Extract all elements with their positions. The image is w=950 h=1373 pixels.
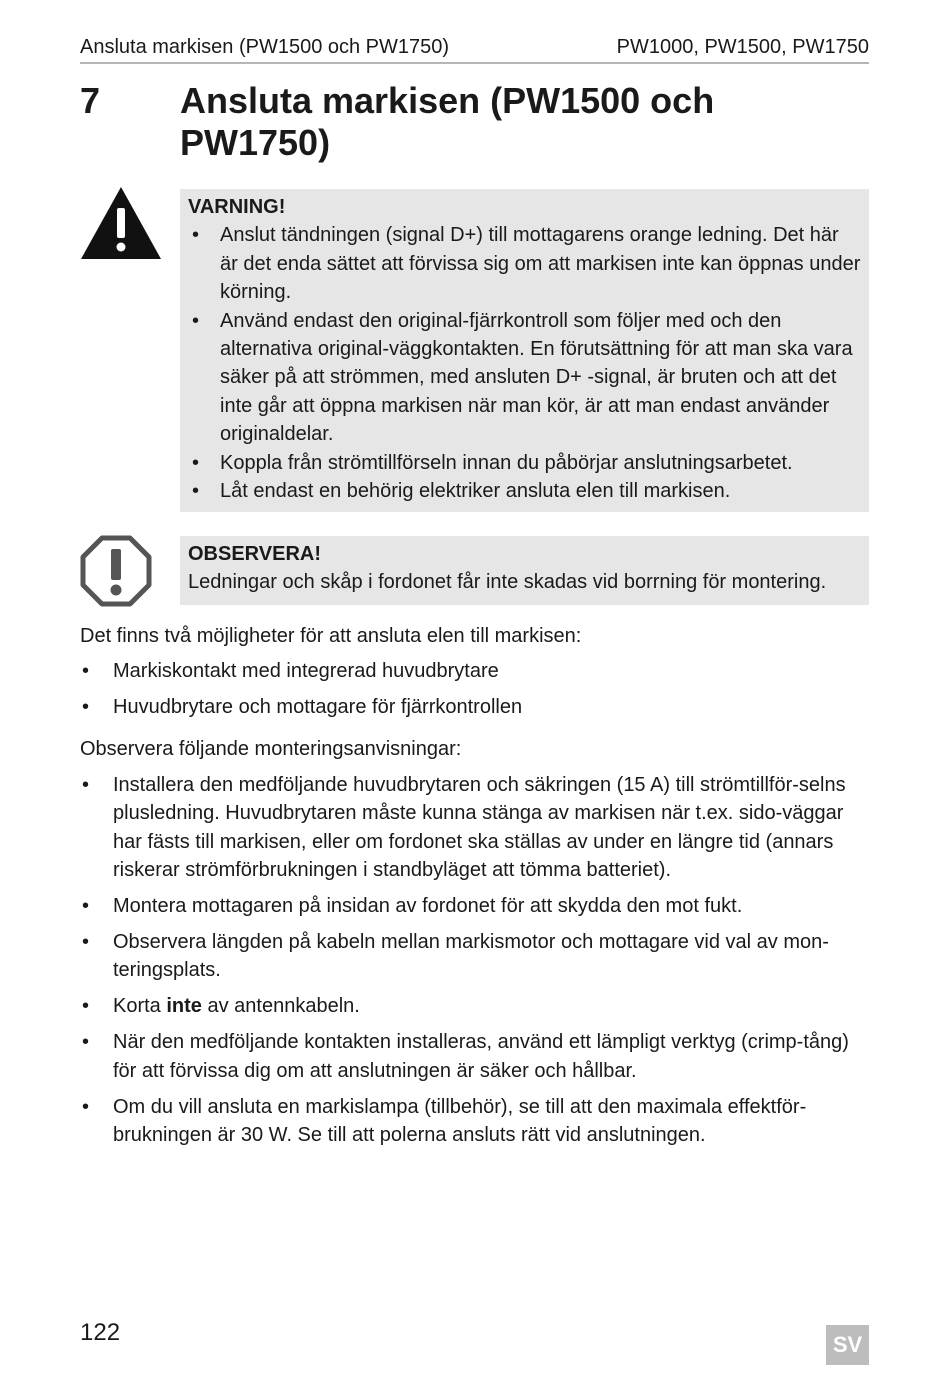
warning-box: [180, 189, 869, 512]
chapter-number: 7: [80, 80, 101, 121]
page-number: 122: [80, 1319, 121, 1346]
warning-list: [188, 221, 861, 505]
header-model-numbers: PW1000, PW1500, PW1750: [616, 36, 869, 58]
notice-title: OBSERVERA!: [188, 543, 321, 565]
warning-item: • Använd endast den original-fjärrkontroll som följer med och den alternativa original-väggkontakten. En förutsättning för att man ska vara säker på att strömmen, med ansluten D+ -signal, är bruten och att det inte går att öppna markisen när man kör, är att man endast använder originaldelar.: [188, 307, 861, 449]
warning-triangle-icon: [80, 186, 162, 260]
warning-item: • Anslut tändningen (signal D+) till mottagarens orange ledning. Det här är det enda sättet att förvissa sig om att markisen inte kan öppnas under körning.: [188, 221, 861, 306]
mounting-instructions-list: [80, 771, 869, 1157]
list-item: • Observera längden på kabeln mellan markismotor och mottagare vid val av mon-teringsplats.: [80, 928, 869, 985]
page-header: [80, 32, 869, 64]
notice-octagon-icon: [80, 535, 152, 607]
header-section-title: Ansluta markisen (PW1500 och PW1750): [80, 36, 450, 58]
notice-box: [180, 536, 869, 605]
warning-title: VARNING!: [188, 196, 286, 218]
list-item: [80, 992, 869, 1020]
connection-options-intro: Det finns två möjligheter för att ansluta elen till markisen:: [80, 625, 582, 647]
list-item: • Montera mottagaren på insidan av fordonet för att skydda den mot fukt.: [80, 892, 869, 920]
list-item: • Installera den medföljande huvudbrytaren och säkringen (15 A) till strömtillför-selns plusledning. Huvudbrytaren måste kunna stänga av markisen när t.ex. sido-väggar har fästs till markisen, eller om fordonet ska ställas av under en längre tid (annars riskerar strömförbrukningen i standbyläget att tömma batteriet).: [80, 771, 869, 885]
list-item: • När den medföljande kontakten installeras, använd ett lämpligt verktyg (crimp-tång) för att förvissa dig om att anslutningen är säker och hållbar.: [80, 1028, 869, 1085]
connection-options-list: [80, 657, 869, 729]
list-item: • Om du vill ansluta en markislampa (tillbehör), se till att den maximala effektför-brukningen är 30 W. Se till att polerna ansluts rätt vid anslutningen.: [80, 1093, 869, 1150]
chapter-title: Ansluta markisen (PW1500 och PW1750): [180, 80, 715, 163]
text-fragment: av antennkabeln.: [201, 995, 360, 1018]
notice-text: Ledningar och skåp i fordonet får inte skadas vid borrning för montering.: [188, 571, 827, 594]
text-fragment: Korta: [113, 995, 167, 1018]
warning-item: • Koppla från strömtillförseln innan du påbörjar anslutningsarbetet.: [188, 449, 861, 477]
list-item: • Huvudbrytare och mottagare för fjärrkontrollen: [80, 693, 869, 721]
mounting-instructions-intro: Observera följande monteringsanvisningar:: [80, 738, 462, 760]
list-item: • Markiskontakt med integrerad huvudbrytare: [80, 657, 869, 685]
warning-item: • Låt endast en behörig elektriker ansluta elen till markisen.: [188, 477, 861, 505]
language-tab: SV: [826, 1325, 869, 1365]
emphasis-text: inte: [166, 995, 202, 1018]
